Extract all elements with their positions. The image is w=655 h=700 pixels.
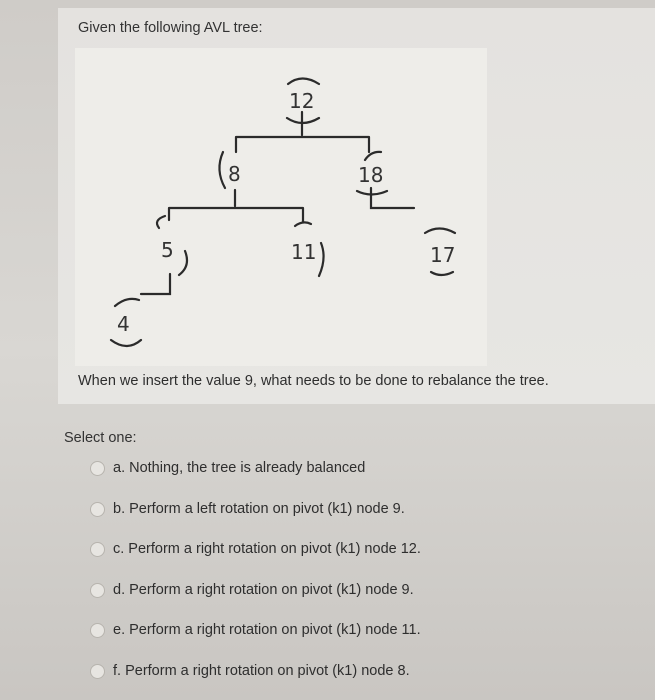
edge-8	[169, 190, 303, 222]
answer-option-e[interactable]	[90, 620, 590, 661]
arc-5-right	[179, 251, 187, 275]
tree-node-12: 12	[289, 89, 315, 113]
tree-node-4: 4	[117, 312, 130, 336]
answer-option-label: c. Perform a right rotation on pivot (k1) node 12.	[113, 541, 421, 557]
edge-18	[371, 188, 414, 208]
tree-node-11: 11	[291, 240, 317, 264]
answer-option-b[interactable]	[90, 499, 590, 540]
arc-11-top	[295, 222, 311, 226]
answer-option-label: a. Nothing, the tree is already balanced	[113, 460, 366, 476]
answer-option-d[interactable]	[90, 580, 590, 621]
radio-button[interactable]	[90, 461, 105, 476]
avl-tree-diagram	[75, 48, 487, 366]
arc-18-top	[365, 152, 381, 160]
radio-button[interactable]	[90, 623, 105, 638]
answer-option-label: e. Perform a right rotation on pivot (k1) node 11.	[113, 622, 421, 638]
arc-5-left	[157, 216, 165, 228]
edge-12	[236, 112, 369, 152]
answer-option-c[interactable]	[90, 539, 590, 580]
arc-17-bottom	[431, 272, 453, 275]
answer-option-label: d. Perform a right rotation on pivot (k1) node 9.	[113, 581, 414, 598]
answer-option-label: b. Perform a left rotation on pivot (k1) node 9.	[113, 500, 405, 517]
arc-17-top	[425, 229, 455, 234]
tree-node-17: 17	[430, 243, 456, 267]
radio-button[interactable]	[90, 502, 105, 517]
edge-5	[141, 274, 170, 294]
tree-svg	[75, 48, 487, 366]
radio-button[interactable]	[90, 583, 105, 598]
arc-11-right	[319, 243, 324, 276]
tree-node-8: 8	[228, 162, 241, 186]
tree-node-18: 18	[358, 163, 384, 187]
answer-option-a[interactable]	[90, 458, 590, 499]
answer-options	[90, 458, 590, 700]
arc-4-top	[115, 299, 139, 306]
arc-8	[219, 152, 225, 188]
radio-button[interactable]	[90, 664, 105, 679]
question-title: Given the following AVL tree:	[78, 20, 263, 36]
radio-button[interactable]	[90, 542, 105, 557]
answer-option-label: f. Perform a right rotation on pivot (k1) node 8.	[113, 662, 410, 679]
arc-12-top	[288, 79, 319, 85]
arc-4-bottom	[111, 340, 141, 346]
select-one-label: Select one:	[64, 430, 137, 446]
question-text: When we insert the value 9, what needs to be done to rebalance the tree.	[78, 373, 549, 389]
answer-option-f[interactable]	[90, 661, 590, 700]
question-panel	[58, 8, 655, 404]
tree-node-5: 5	[161, 238, 174, 262]
